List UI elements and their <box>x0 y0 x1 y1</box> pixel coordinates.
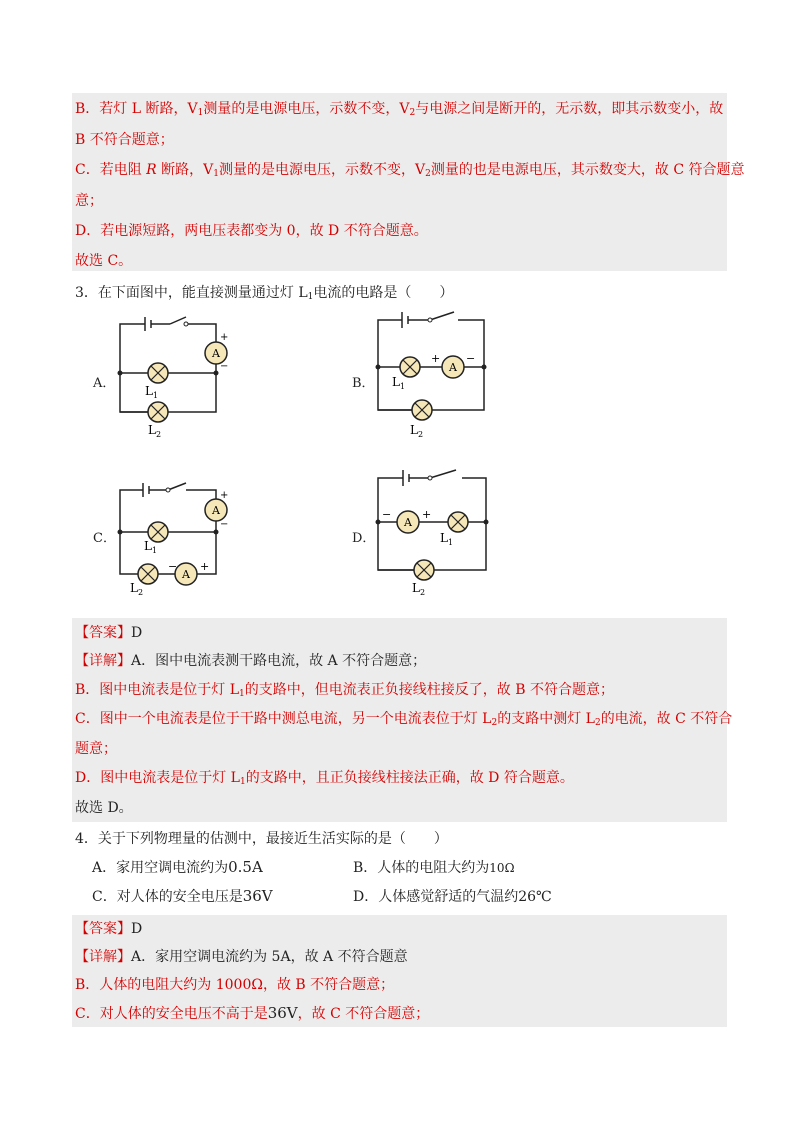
option-a-label: A． <box>93 376 116 391</box>
svg-text:L2: $L_2$ <box>130 581 144 597</box>
detail-line-c: C．图中一个电流表是位于干路中测总电流，另一个电流表位于灯 $L_2$的支路中测灯 $L_2$的电流，故 C 不符合 <box>75 711 733 728</box>
svg-text:L1: $L_1$ <box>440 531 454 547</box>
svg-text:−: − <box>466 352 476 365</box>
solution-line-d: D．若电源短路，两电压表都变为 0，故 D 不符合题意。 <box>75 223 428 239</box>
circuit-diagram-b <box>370 312 500 439</box>
detail-conclusion: 故选 D。 <box>75 800 133 816</box>
detail-line-d: D．图中电流表是位于灯 $L_1$的支路中，且正负接线柱接法正确，故 D 符合题意。 <box>75 770 574 787</box>
svg-text:L1: $L_1$ <box>145 384 159 400</box>
lamp-icon-l2 <box>148 402 168 422</box>
svg-text:L1: $L_1$ <box>392 375 406 391</box>
option-b-label: B． <box>352 376 375 391</box>
detail-line-a: 【详解】A．图中电流表测干路电流，故 A 不符合题意； <box>75 653 427 669</box>
svg-text:+: + <box>220 332 229 343</box>
lamp-icon-l1 <box>448 512 468 532</box>
svg-text:L1: $L_1$ <box>144 539 158 555</box>
q4-option-a: A．家用空调电流约为0.5A <box>92 858 263 876</box>
question-4-stem: 4．关于下列物理量的估测中，最接近生活实际的是（ ） <box>75 831 448 847</box>
ammeter-icon <box>442 356 464 378</box>
svg-text:+: + <box>422 508 432 521</box>
solution-line-c: C．若电阻 R 断路，$V_1$测量的是电源电压，示数不变，$V_2$测量的也是电源电压，其示数变大，故 C 符合题意 <box>75 162 745 179</box>
svg-text:L2: $L_2$ <box>410 423 424 439</box>
svg-text:+: + <box>431 352 441 365</box>
solution-line-b: B．若灯 L 断路，$V_1$测量的是电源电压，示数不变，$V_2$与电源之间是断开的，无示数，即其示数变小，故 <box>75 101 724 118</box>
lamp-icon-l1 <box>400 357 420 377</box>
solution-conclusion: 故选 C。 <box>75 253 133 269</box>
solution-line-c-cont: 意； <box>75 193 103 209</box>
svg-text:−: − <box>220 519 229 530</box>
question-3-stem: 3．在下面图中，能直接测量通过灯 $L_1$电流的电路是（ ） <box>75 285 454 302</box>
svg-text:+: + <box>200 560 210 573</box>
svg-text:−: − <box>168 560 178 573</box>
circuit-diagram-c <box>110 480 240 595</box>
detail-line-b: B．图中电流表是位于灯 $L_1$的支路中，但电流表正负接线柱接反了，故 B 不符合题意； <box>75 682 614 699</box>
svg-text:A: A <box>404 516 412 529</box>
q4-option-b: B．人体的电阻大约为10Ω <box>353 860 515 876</box>
q4-detail-line-c: C．对人体的安全电压不高于是36V，故 C 不符合题意； <box>75 1004 430 1022</box>
circuit-diagram-a <box>110 318 240 439</box>
option-d-label: D． <box>352 531 376 546</box>
svg-text:+: + <box>220 490 229 501</box>
q4-option-d: D．人体感觉舒适的气温约26℃ <box>353 889 552 905</box>
svg-text:L2: $L_2$ <box>148 423 162 439</box>
ammeter-icon <box>175 563 197 585</box>
svg-text:A: A <box>212 504 220 517</box>
q4-detail-line-b: B．人体的电阻大约为 1000Ω，故 B 不符合题意； <box>75 977 395 993</box>
lamp-icon-l2 <box>414 560 434 580</box>
lamp-icon-l1 <box>148 363 168 383</box>
svg-text:−: − <box>220 361 229 372</box>
option-c-label: C． <box>93 531 116 546</box>
svg-text:A: A <box>212 347 220 360</box>
svg-text:A: A <box>182 568 190 581</box>
circuit-diagram-d <box>370 466 500 596</box>
ammeter-icon <box>397 511 419 533</box>
svg-text:A: A <box>449 361 457 374</box>
svg-text:L2: $L_2$ <box>412 581 426 597</box>
answer-line-q4: 【答案】D <box>75 921 143 937</box>
svg-text:−: − <box>382 508 392 521</box>
lamp-icon-l2 <box>138 564 158 584</box>
lamp-icon-l2 <box>412 400 432 420</box>
ammeter-icon <box>205 499 227 521</box>
q4-detail-line-a: 【详解】A．家用空调电流约为 5A，故 A 不符合题意 <box>75 949 408 965</box>
answer-line-q3: 【答案】D <box>75 625 143 641</box>
q4-option-c: C．对人体的安全电压是36V <box>92 887 273 905</box>
solution-line-b-cont: B 不符合题意； <box>75 132 174 148</box>
detail-line-c-cont: 题意； <box>75 741 117 757</box>
